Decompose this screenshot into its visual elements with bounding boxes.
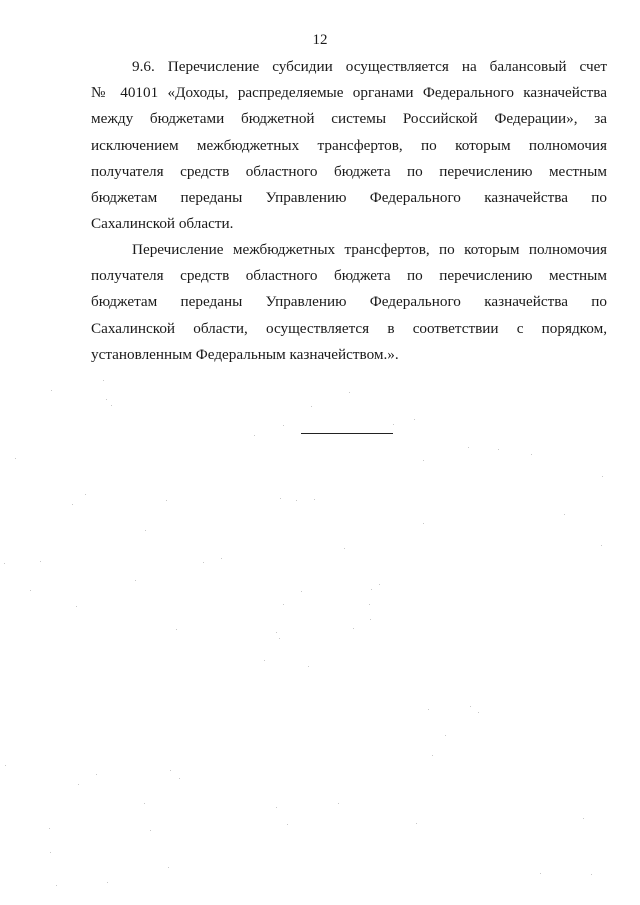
paragraph-subsidy-transfer [91,54,607,237]
page-number: 12 [312,32,328,48]
scan-speck [15,458,16,459]
closing-divider-line [301,433,393,434]
paragraph-line: получателя средств областного бюджета по перечислению местным [91,267,607,285]
paragraph-line: 9.6. Перечисление субсидии осуществляется на балансовый счет [132,58,607,75]
scan-speck [176,629,177,630]
scan-speck [371,589,372,590]
scan-speck [179,778,180,779]
scan-speck [432,755,433,756]
scan-speck [30,590,31,591]
paragraph-interbudget-transfer [91,237,607,368]
scan-speck [279,638,280,639]
scan-speck [107,882,108,883]
scan-speck [78,784,79,785]
scan-speck [301,591,302,592]
scan-speck [85,494,86,495]
scan-speck [369,604,370,605]
scan-speck [254,435,255,436]
scan-speck [40,561,41,562]
scan-speck [280,498,281,499]
scan-speck [353,628,354,629]
scan-speck [49,828,50,829]
scan-speck [311,406,312,407]
scan-speck [296,500,297,501]
scan-speck [221,558,222,559]
scan-speck [56,885,57,886]
scan-speck [106,399,107,400]
scan-speck [276,632,277,633]
scan-speck [601,545,602,546]
scan-speck [308,666,309,667]
scan-speck [470,706,471,707]
scan-speck [168,867,169,868]
scan-speck [370,619,371,620]
scan-speck [264,660,265,661]
scan-speck [314,499,315,500]
paragraph-line: между бюджетами бюджетной системы Российской Федерации», за [91,110,607,128]
scan-speck [145,530,146,531]
paragraph-line: бюджетам переданы Управлению Федерального казначейства по [91,293,607,311]
paragraph-line: № 40101 «Доходы, распределяемые органами Федерального казначейства [91,84,607,102]
scan-speck [531,454,532,455]
scan-speck [478,712,479,713]
scan-speck [203,562,204,563]
scan-speck [379,584,380,585]
scan-speck [428,709,429,710]
scan-speck [583,818,584,819]
paragraph-line: установленным Федеральным казначейством.». [91,345,399,363]
paragraph-line: бюджетам переданы Управлению Федерального казначейства по [91,189,607,207]
scan-speck [5,765,6,766]
paragraph-line: Перечисление межбюджетных трансфертов, по которым полномочия [132,241,607,258]
scan-speck [445,735,446,736]
scan-speck [338,803,339,804]
scan-speck [150,830,151,831]
scan-speck [76,606,77,607]
scan-speck [423,460,424,461]
scan-speck [498,449,499,450]
scan-speck [468,447,469,448]
scan-speck [72,504,73,505]
scan-speck [103,380,104,381]
paragraph-line: Сахалинской области. [91,215,234,233]
paragraph-line: получателя средств областного бюджета по перечислению местным [91,162,607,180]
scan-speck [564,514,565,515]
scan-speck [591,874,592,875]
scan-speck [393,424,394,425]
scan-speck [287,824,288,825]
scan-speck [144,803,145,804]
scan-speck [416,823,417,824]
paragraph-line: исключением межбюджетных трансфертов, по которым полномочия [91,136,607,154]
scan-speck [283,604,284,605]
scan-speck [414,419,415,420]
scan-speck [349,392,350,393]
scan-speck [4,563,5,564]
scan-speck [166,500,167,501]
scan-speck [50,852,51,853]
scan-speck [96,774,97,775]
scan-speck [283,425,284,426]
scan-speck [540,873,541,874]
paragraph-line: Сахалинской области, осуществляется в соответствии с порядком, [91,319,607,337]
scan-speck [135,580,136,581]
scan-speck [276,807,277,808]
scan-speck [170,770,171,771]
scan-speck [423,523,424,524]
scan-speck [51,390,52,391]
scan-speck [111,405,112,406]
scan-speck [344,548,345,549]
scan-speck [602,476,603,477]
